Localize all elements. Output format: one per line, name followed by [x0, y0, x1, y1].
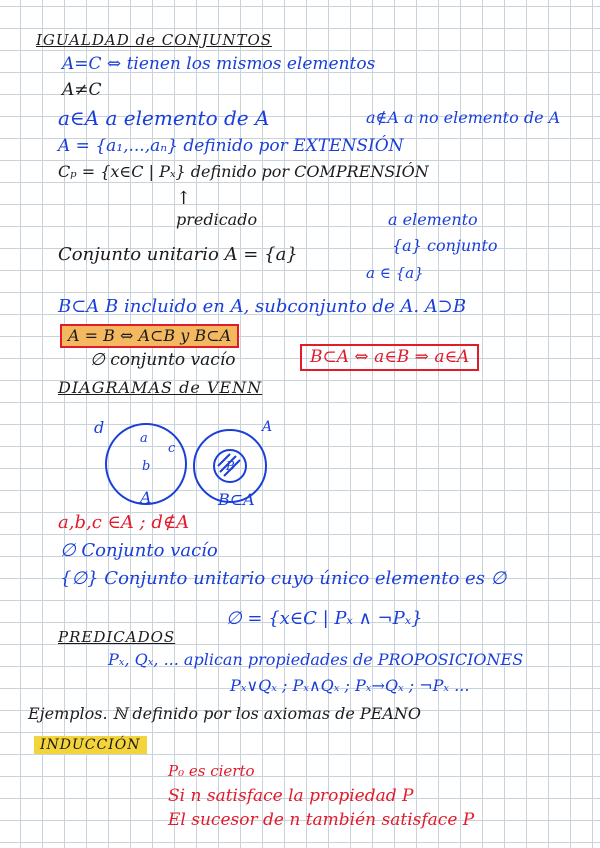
- venn-label-c: c: [168, 441, 176, 456]
- examples-line: Ejemplos. ℕ definido por los axiomas de PEANO: [28, 704, 422, 723]
- equality-criterion-box: A = B ⇔ A⊂B y B⊂A: [60, 324, 239, 348]
- venn-caption-BA: B⊂A: [218, 490, 255, 509]
- empty-set-line-2: ∅ Conjunto vacío: [60, 540, 218, 561]
- venn-label-b: b: [142, 459, 151, 474]
- equality-line: A=C ⇔ tienen los mismos elementos: [62, 54, 376, 74]
- predicate-label: predicado: [176, 210, 258, 229]
- empty-definition: ∅ = {x∈C | Pₓ ∧ ¬Pₓ}: [226, 608, 423, 629]
- membership-line: a∈A a elemento de A: [58, 106, 270, 130]
- induction-step-1: P₀ es cierto: [168, 762, 255, 780]
- venn-caption-A: A: [140, 488, 152, 507]
- up-arrow: ↑: [176, 188, 192, 209]
- comprehension-line: Cₚ = {x∈C | Pₓ} definido por COMPRENSIÓN: [58, 162, 429, 181]
- induction-step-2: Si n satisface la propiedad P: [168, 786, 414, 806]
- inequality-line: A≠C: [62, 80, 102, 100]
- unit-element-note: a elemento: [388, 210, 478, 229]
- unit-set-note: {a} conjunto: [392, 236, 498, 255]
- extension-line: A = {a₁,...,aₙ} definido por EXTENSIÓN: [58, 136, 404, 156]
- predicates-title: PREDICADOS: [58, 628, 176, 646]
- membership-example: a,b,c ∈A ; d∉A: [58, 512, 190, 533]
- unit-empty-line: {∅} Conjunto unitario cuyo único elemento es ∅: [60, 568, 507, 589]
- venn-label-B: B: [226, 459, 235, 473]
- subset-criterion-box: B⊂A ⇔ a∈B ⇒ a∈A: [300, 344, 479, 371]
- unit-member-note: a ∈ {a}: [366, 264, 424, 282]
- predicates-line: Pₓ, Qₓ, ... aplican propiedades de PROPOSICIONES: [108, 650, 524, 669]
- page-title: IGUALDAD de CONJUNTOS: [36, 31, 273, 49]
- unit-set-line: Conjunto unitario A = {a}: [58, 244, 298, 265]
- venn-label-A-right: A: [262, 419, 273, 435]
- empty-set-line: ∅ conjunto vacío: [90, 350, 236, 370]
- induction-title: INDUCCIÓN: [34, 736, 147, 754]
- venn-label-d: d: [94, 418, 105, 437]
- induction-step-3: El sucesor de n también satisface P: [168, 810, 475, 830]
- venn-section-title: DIAGRAMAS de VENN: [58, 378, 263, 397]
- venn-label-a: a: [140, 431, 148, 446]
- subset-line: B⊂A B incluido en A, subconjunto de A. A⊃B: [58, 296, 467, 317]
- non-membership-line: a∉A a no elemento de A: [366, 108, 561, 127]
- predicate-operations: Pₓ∨Qₓ ; Pₓ∧Qₓ ; Pₓ→Qₓ ; ¬Pₓ ...: [230, 676, 470, 695]
